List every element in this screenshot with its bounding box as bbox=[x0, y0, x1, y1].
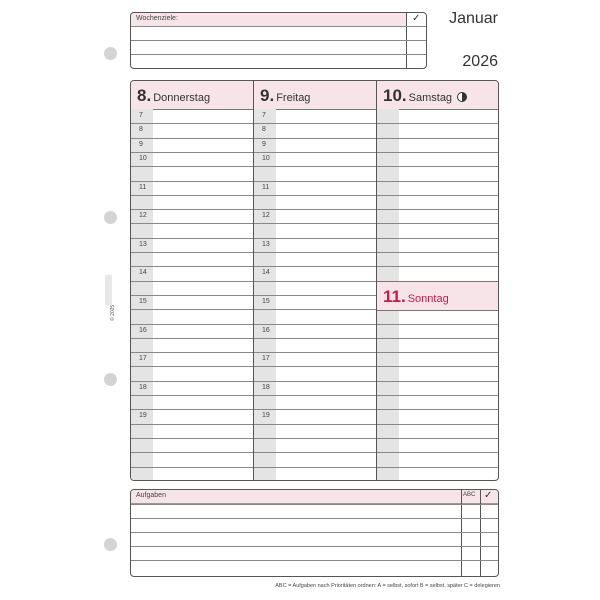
punch-hole-2 bbox=[104, 211, 117, 224]
day-title bbox=[137, 86, 210, 106]
ruled-line bbox=[377, 452, 499, 453]
ruled-line bbox=[377, 438, 499, 439]
ruled-line bbox=[131, 424, 253, 425]
ruled-line bbox=[254, 252, 376, 253]
ruled-line bbox=[377, 138, 499, 139]
ruled-line bbox=[254, 166, 376, 167]
ruled-line bbox=[377, 252, 499, 253]
day-header bbox=[131, 81, 253, 110]
ruled-line bbox=[131, 152, 253, 153]
priority-abc-header: ABC bbox=[463, 492, 476, 498]
ruled-line bbox=[254, 209, 376, 210]
ruled-line bbox=[131, 266, 253, 267]
ruled-line bbox=[377, 395, 499, 396]
punch-hole-4 bbox=[104, 538, 117, 551]
day-number: 10. bbox=[383, 86, 407, 105]
ruled-line bbox=[377, 266, 499, 267]
hour-label: 11 bbox=[262, 183, 270, 191]
ruled-line bbox=[131, 252, 253, 253]
sunday-name: Sonntag bbox=[407, 293, 449, 305]
ruled-line bbox=[254, 409, 376, 410]
punch-hole-1 bbox=[104, 47, 117, 60]
day-name: Freitag bbox=[276, 92, 311, 104]
ruled-line bbox=[377, 166, 499, 167]
ruled-line bbox=[254, 352, 376, 353]
day-header bbox=[377, 81, 499, 110]
hour-label: 16 bbox=[262, 326, 270, 334]
ruled-line bbox=[377, 195, 499, 196]
hour-label: 12 bbox=[262, 212, 270, 220]
sunday-title bbox=[383, 287, 449, 307]
hour-label: 13 bbox=[139, 240, 147, 248]
ruled-line bbox=[131, 467, 253, 468]
ruled-line bbox=[254, 366, 376, 367]
ruled-line bbox=[377, 338, 499, 339]
ruled-line bbox=[377, 352, 499, 353]
ruled-line bbox=[131, 409, 253, 410]
ruled-line bbox=[131, 381, 253, 382]
hour-label: 15 bbox=[262, 297, 270, 305]
week-goals-box[interactable] bbox=[130, 12, 427, 69]
hour-label: 19 bbox=[139, 412, 147, 420]
ruled-line bbox=[377, 409, 499, 410]
ruled-line bbox=[254, 281, 376, 282]
ruled-line bbox=[131, 324, 253, 325]
ruled-line bbox=[254, 152, 376, 153]
ruled-line bbox=[254, 424, 376, 425]
ruled-line bbox=[131, 338, 253, 339]
month-label: Januar bbox=[449, 10, 498, 27]
day-name: Samstag bbox=[408, 92, 453, 104]
tasks-box[interactable] bbox=[130, 489, 499, 577]
ruled-line bbox=[131, 309, 253, 310]
hour-label: 16 bbox=[139, 326, 147, 334]
hour-label: 15 bbox=[139, 297, 147, 305]
day-column-2[interactable] bbox=[254, 81, 376, 480]
ruled-line bbox=[131, 209, 253, 210]
ruled-line bbox=[131, 123, 253, 124]
ruled-line bbox=[254, 266, 376, 267]
hour-label: 10 bbox=[139, 154, 147, 162]
hour-label: 11 bbox=[139, 183, 147, 191]
ruled-line bbox=[254, 324, 376, 325]
ruled-line bbox=[377, 381, 499, 382]
hour-label: 14 bbox=[262, 269, 270, 277]
half-moon-icon bbox=[457, 92, 467, 102]
copyright-text: © 2025 bbox=[110, 304, 116, 321]
ruled-line bbox=[254, 395, 376, 396]
ruled-line bbox=[254, 295, 376, 296]
ruled-line bbox=[254, 438, 376, 439]
ruled-line bbox=[131, 452, 253, 453]
hour-label: 8 bbox=[139, 126, 143, 134]
day-column-1[interactable] bbox=[131, 81, 253, 480]
ruled-line bbox=[131, 281, 253, 282]
sunday-header bbox=[377, 281, 499, 311]
day-name: Donnerstag bbox=[153, 92, 211, 104]
ruled-line bbox=[377, 152, 499, 153]
hour-label: 9 bbox=[139, 140, 143, 148]
ruled-line bbox=[131, 195, 253, 196]
hour-label: 10 bbox=[262, 154, 270, 162]
sunday-number: 11. bbox=[383, 287, 406, 306]
side-imprint bbox=[104, 275, 116, 325]
ruled-line bbox=[377, 123, 499, 124]
ruled-line bbox=[254, 181, 376, 182]
hour-label: 17 bbox=[139, 355, 147, 363]
day-header bbox=[254, 81, 376, 110]
ruled-line bbox=[254, 238, 376, 239]
day-column-3[interactable] bbox=[377, 81, 499, 480]
week-goals-label: Wochenziele: bbox=[136, 15, 178, 22]
ruled-line bbox=[377, 209, 499, 210]
hour-label: 17 bbox=[262, 355, 270, 363]
hour-label: 13 bbox=[262, 240, 270, 248]
hour-label: 8 bbox=[262, 126, 266, 134]
day-grid bbox=[130, 80, 499, 481]
hour-label: 14 bbox=[139, 269, 147, 277]
ruled-line bbox=[254, 381, 376, 382]
ruled-line bbox=[254, 123, 376, 124]
hour-label: 7 bbox=[262, 112, 266, 119]
hour-label: 19 bbox=[262, 412, 270, 420]
ruled-line bbox=[377, 366, 499, 367]
ruled-line bbox=[377, 424, 499, 425]
ruled-line bbox=[131, 395, 253, 396]
day-number: 8. bbox=[137, 86, 152, 105]
check-mark-icon: ✓ bbox=[412, 13, 421, 24]
ruled-line bbox=[254, 223, 376, 224]
ruled-line bbox=[131, 238, 253, 239]
day-title bbox=[383, 86, 467, 106]
ruled-line bbox=[254, 338, 376, 339]
ruled-line bbox=[377, 467, 499, 468]
ruled-line bbox=[254, 309, 376, 310]
ruled-line bbox=[377, 181, 499, 182]
punch-hole-3 bbox=[104, 373, 117, 386]
ruled-line bbox=[377, 223, 499, 224]
ruled-line bbox=[254, 452, 376, 453]
hour-label: 18 bbox=[262, 383, 270, 391]
ruled-line bbox=[377, 238, 499, 239]
year-label: 2026 bbox=[462, 53, 498, 70]
hour-label: 9 bbox=[262, 140, 266, 148]
ruled-line bbox=[131, 166, 253, 167]
hour-label: 18 bbox=[139, 383, 147, 391]
ruled-line bbox=[131, 352, 253, 353]
ruled-line bbox=[131, 223, 253, 224]
tasks-label: Aufgaben bbox=[136, 492, 166, 499]
day-number: 9. bbox=[260, 86, 275, 105]
ruled-line bbox=[254, 138, 376, 139]
ruled-line bbox=[254, 195, 376, 196]
ruled-line bbox=[131, 181, 253, 182]
ruled-line bbox=[377, 324, 499, 325]
ruled-line bbox=[131, 438, 253, 439]
hour-label: 7 bbox=[139, 112, 143, 119]
ruled-line bbox=[131, 366, 253, 367]
tasks-check-icon: ✓ bbox=[484, 490, 493, 501]
hour-label: 12 bbox=[139, 212, 147, 220]
priority-legend: ABC = Aufgaben nach Prioritäten ordnen: A = selbst, sofort B = selbst, später C = delegieren bbox=[275, 583, 500, 589]
ruled-line bbox=[131, 295, 253, 296]
ruled-line bbox=[254, 467, 376, 468]
day-title bbox=[260, 86, 310, 106]
ruled-line bbox=[131, 138, 253, 139]
